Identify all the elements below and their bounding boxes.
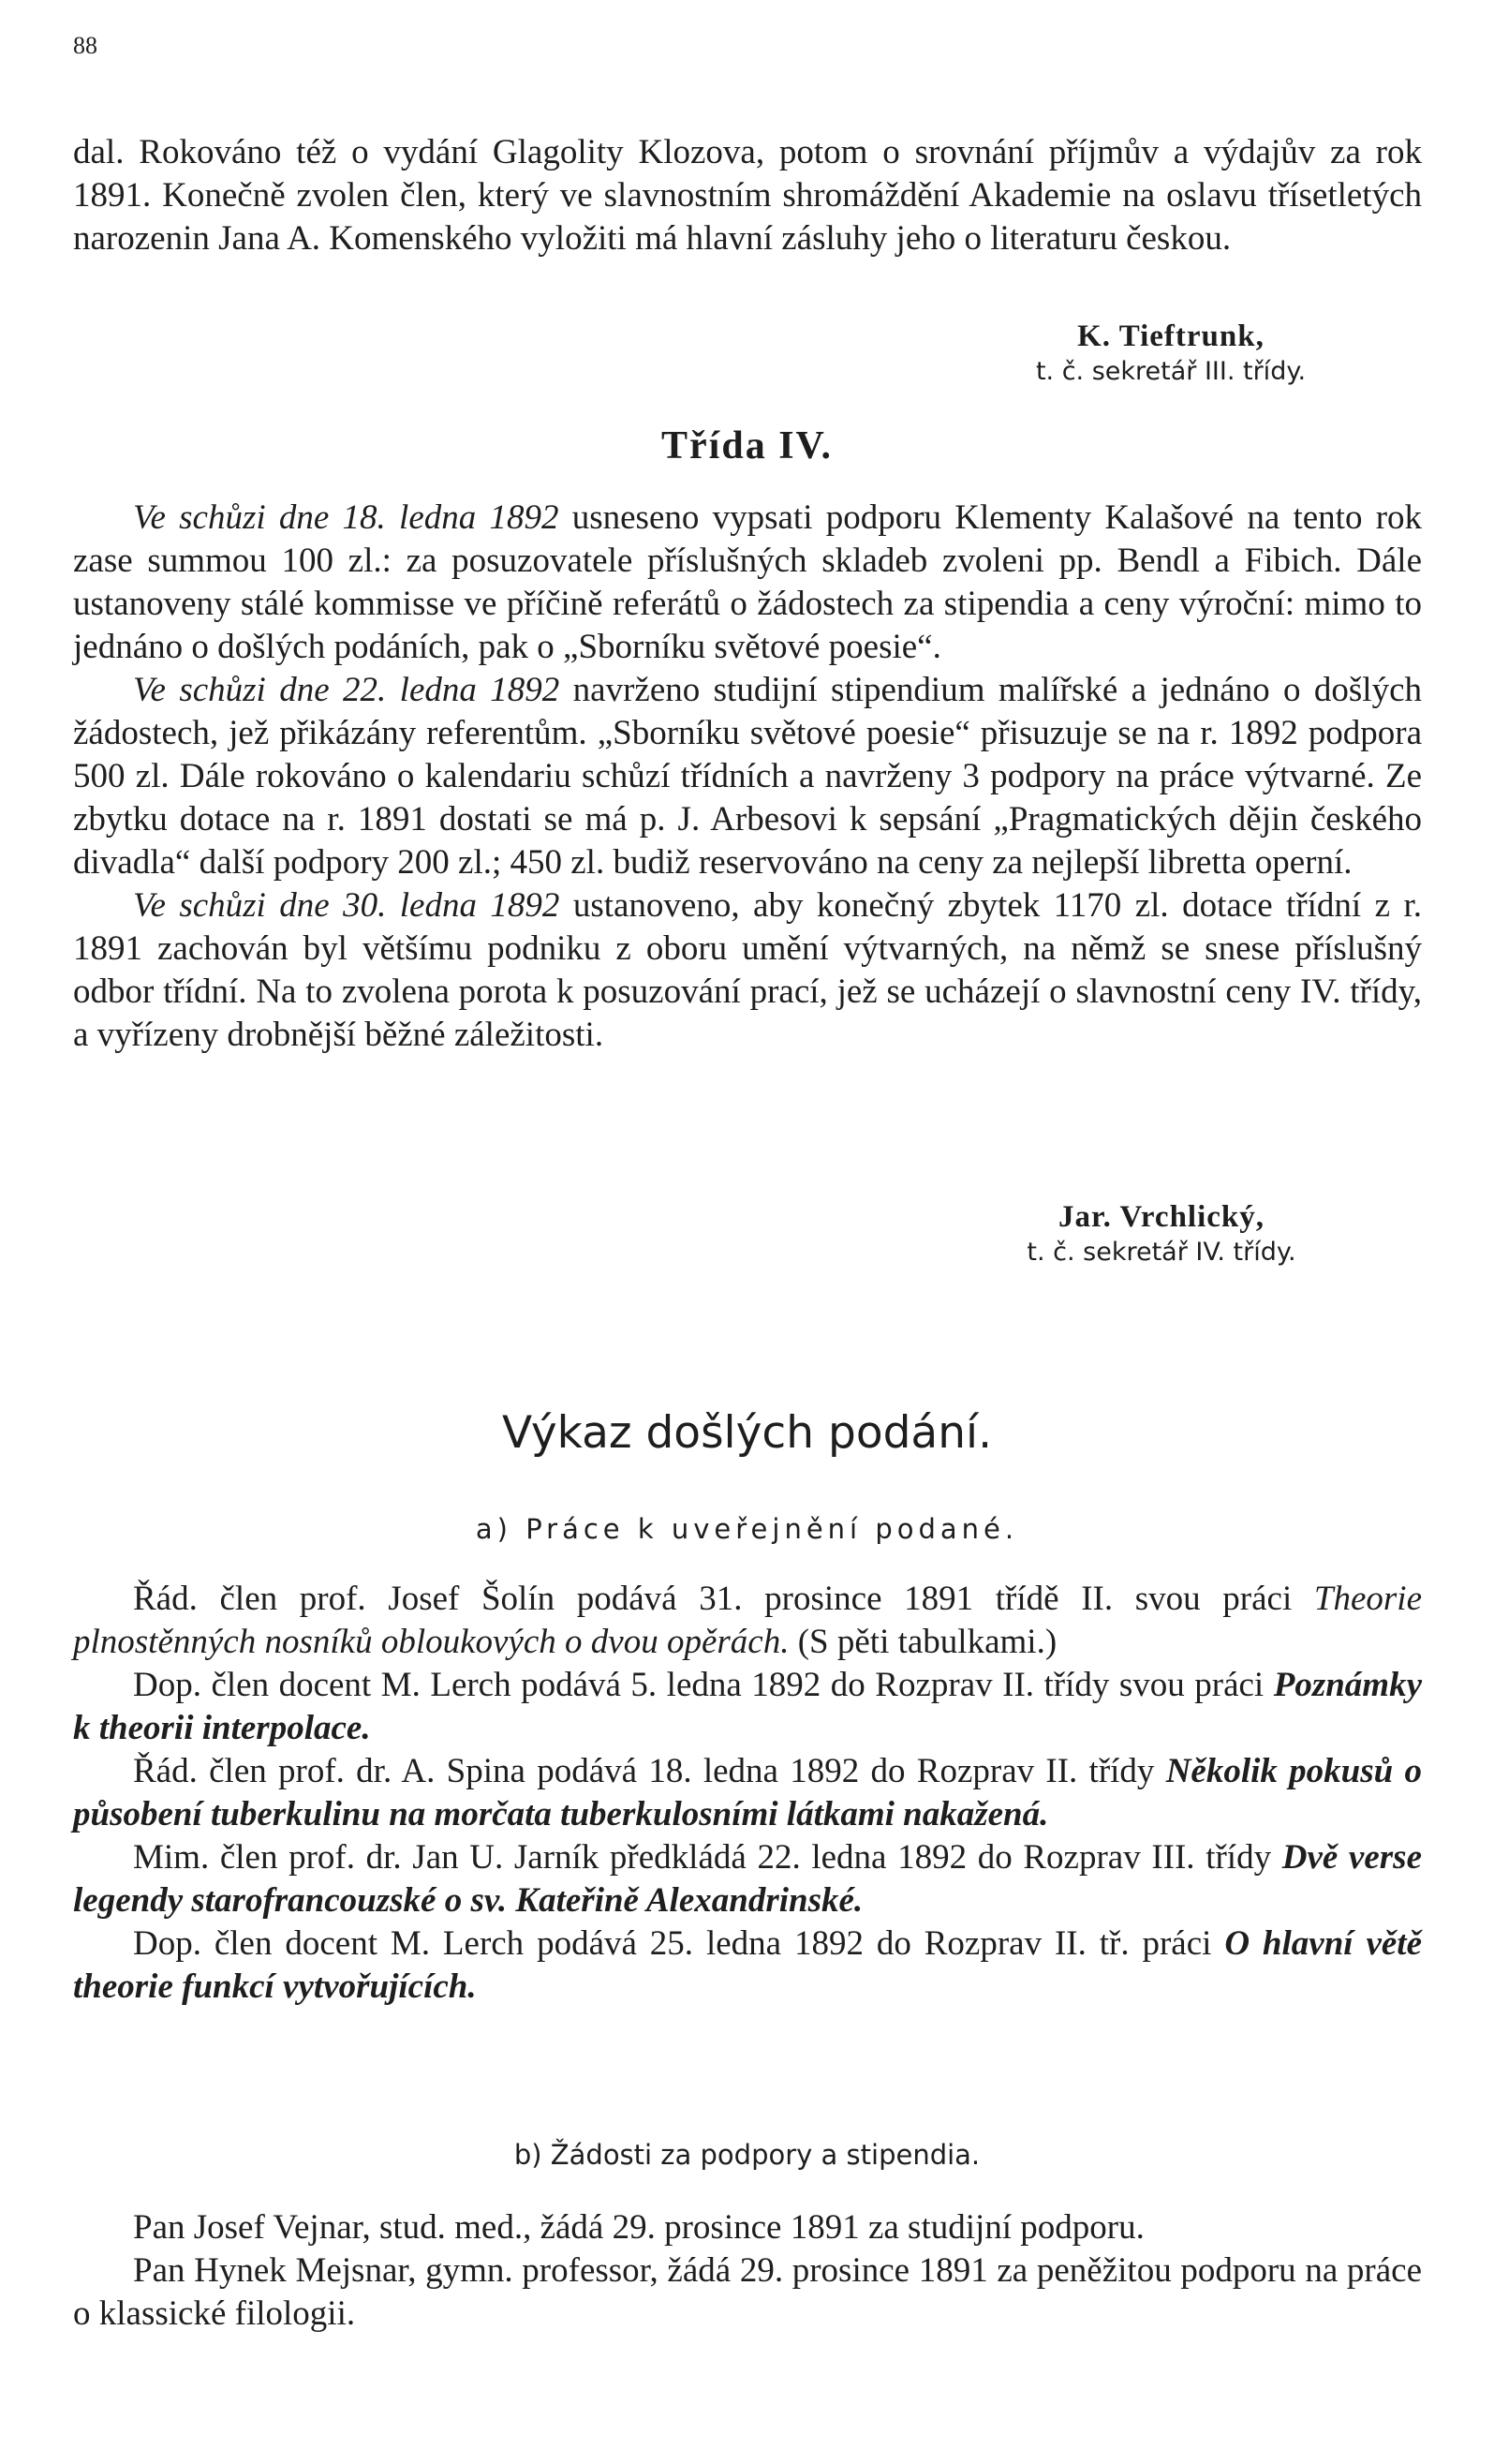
signature-role: t. č. sekretář III. třídy. bbox=[1035, 357, 1307, 386]
list-item bbox=[73, 1836, 1422, 1922]
meeting-date: Ve schůzi dne 18. ledna 1892 bbox=[133, 498, 559, 537]
section-b-heading: b) Žádosti za podpory a stipendia. bbox=[513, 2139, 981, 2171]
report-title: Výkaz došlých podání. bbox=[501, 1407, 993, 1459]
work-title: Dvě verse legendy starofrancouzské o sv. Kateřině Alexandrinské. bbox=[73, 1838, 1422, 1920]
signature-class3 bbox=[974, 319, 1368, 390]
class4-minutes bbox=[73, 497, 1422, 1057]
minutes-text: ustanoveno, aby konečný zbytek 1170 zl. dotace třídní z r. 1891 zachován byl většímu podniku z oboru umění výtvarných, na němž se snese příslušný odbor třídní. Na to zvolena porota k posuzování prací, jež se ucházejí o slavnostní ceny IV. třídy, a vyřízeny drobnější běžné záležitosti. bbox=[73, 886, 1423, 1054]
list-item: Pan Hynek Mejsnar, gymn. professor, žádá 29. prosince 1891 za peněžitou podporu na práce o klassické filologii. bbox=[73, 2251, 1422, 2333]
signature-name: Jar. Vrchlický, bbox=[1058, 1200, 1265, 1234]
entry-lead: Řád. člen prof. dr. A. Spina podává 18. ledna 1892 do Rozprav II. třídy bbox=[133, 1752, 1166, 1790]
list-item bbox=[73, 1922, 1422, 2009]
minutes-paragraph bbox=[73, 497, 1422, 669]
work-title: O hlavní větě theorie funkcí vytvořujících. bbox=[73, 1924, 1423, 2006]
minutes-text: usneseno vypsati podporu Klementy Kalašové na tento rok zase summou 100 zl.: za posuzovatele příslušných skladeb zvoleni pp. Bendl a Fibich. Dále ustanoveny stálé kommisse ve příčině referátů o žádostech za stipendia a ceny výroční: mimo to jednáno o došlých podáních, pak o „Sborníku světové poesie“. bbox=[73, 498, 1423, 666]
signature-role: t. č. sekretář IV. třídy. bbox=[1027, 1238, 1296, 1267]
work-title: Několik pokusů o působení tuberkulinu na morčata tuberkulosními látkami nakažená. bbox=[73, 1752, 1422, 1833]
signature-name: K. Tieftrunk, bbox=[1077, 319, 1265, 353]
list-item bbox=[73, 1750, 1422, 1836]
entry-lead: Řád. člen prof. Josef Šolín podává 31. prosince 1891 třídě II. svou práci bbox=[133, 1580, 1314, 1618]
entry-lead: Mim. člen prof. dr. Jan U. Jarník předkládá 22. ledna 1892 do Rozprav III. třídy bbox=[133, 1838, 1282, 1877]
entry-lead: Dop. člen docent M. Lerch podává 25. ledna 1892 do Rozprav II. tř. práci bbox=[133, 1924, 1225, 1963]
work-title: Poznámky k theorii interpolace. bbox=[73, 1666, 1422, 1747]
minutes-paragraph bbox=[73, 884, 1422, 1057]
class4-heading: Třída IV. bbox=[661, 424, 833, 468]
minutes-text: navrženo studijní stipendium malířské a jednáno o došlých žádostech, jež přikázány referentům. „Sborníku světové poesie“ přisuzuje se na r. 1892 podpora 500 zl. Dále rokováno o kalendariu schůzí třídních a navrženy 3 podpory na práce výtvarné. Ze zbytku dotace na r. 1891 dostati se má p. J. Arbesovi k sepsání „Pragmatických dějin českého divadla“ další podpory 200 zl.; 450 zl. budiž reservováno na ceny za nejlepší libretta operní. bbox=[73, 671, 1422, 882]
work-title: Theorie plnostěnných nosníků obloukových o dvou opěrách. bbox=[73, 1580, 1422, 1661]
section-b-list bbox=[73, 2206, 1422, 2336]
list-item bbox=[73, 1578, 1422, 1664]
entry-tail: (S pěti tabulkami.) bbox=[789, 1623, 1058, 1661]
page-number: 88 bbox=[73, 32, 97, 59]
meeting-date: Ve schůzi dne 22. ledna 1892 bbox=[133, 671, 560, 709]
entry-lead: Dop. člen docent M. Lerch podává 5. ledna 1892 do Rozprav II. třídy svou práci bbox=[133, 1666, 1274, 1704]
section-a-list bbox=[73, 1578, 1422, 2009]
list-item bbox=[73, 1664, 1422, 1750]
section-a-heading: a) Práce k uveřejnění podané. bbox=[475, 1513, 1019, 1545]
signature-class4 bbox=[937, 1199, 1386, 1270]
paragraph-text: dal. Rokováno též o vydání Glagolity Klozova, potom o srovnání příjmův a výdajův za rok 1891. Konečně zvolen člen, který ve slavnostním shromáždění Akademie na oslavu třísetletých narozenin Jana A. Komenského vyložiti má hlavní zásluhy jeho o literaturu českou. bbox=[73, 133, 1422, 258]
minutes-paragraph bbox=[73, 669, 1422, 884]
meeting-date: Ve schůzi dne 30. ledna 1892 bbox=[133, 886, 560, 925]
list-item: Pan Josef Vejnar, stud. med., žádá 29. prosince 1891 za studijní podporu. bbox=[133, 2208, 1145, 2247]
class3-closing-paragraph bbox=[73, 131, 1422, 260]
